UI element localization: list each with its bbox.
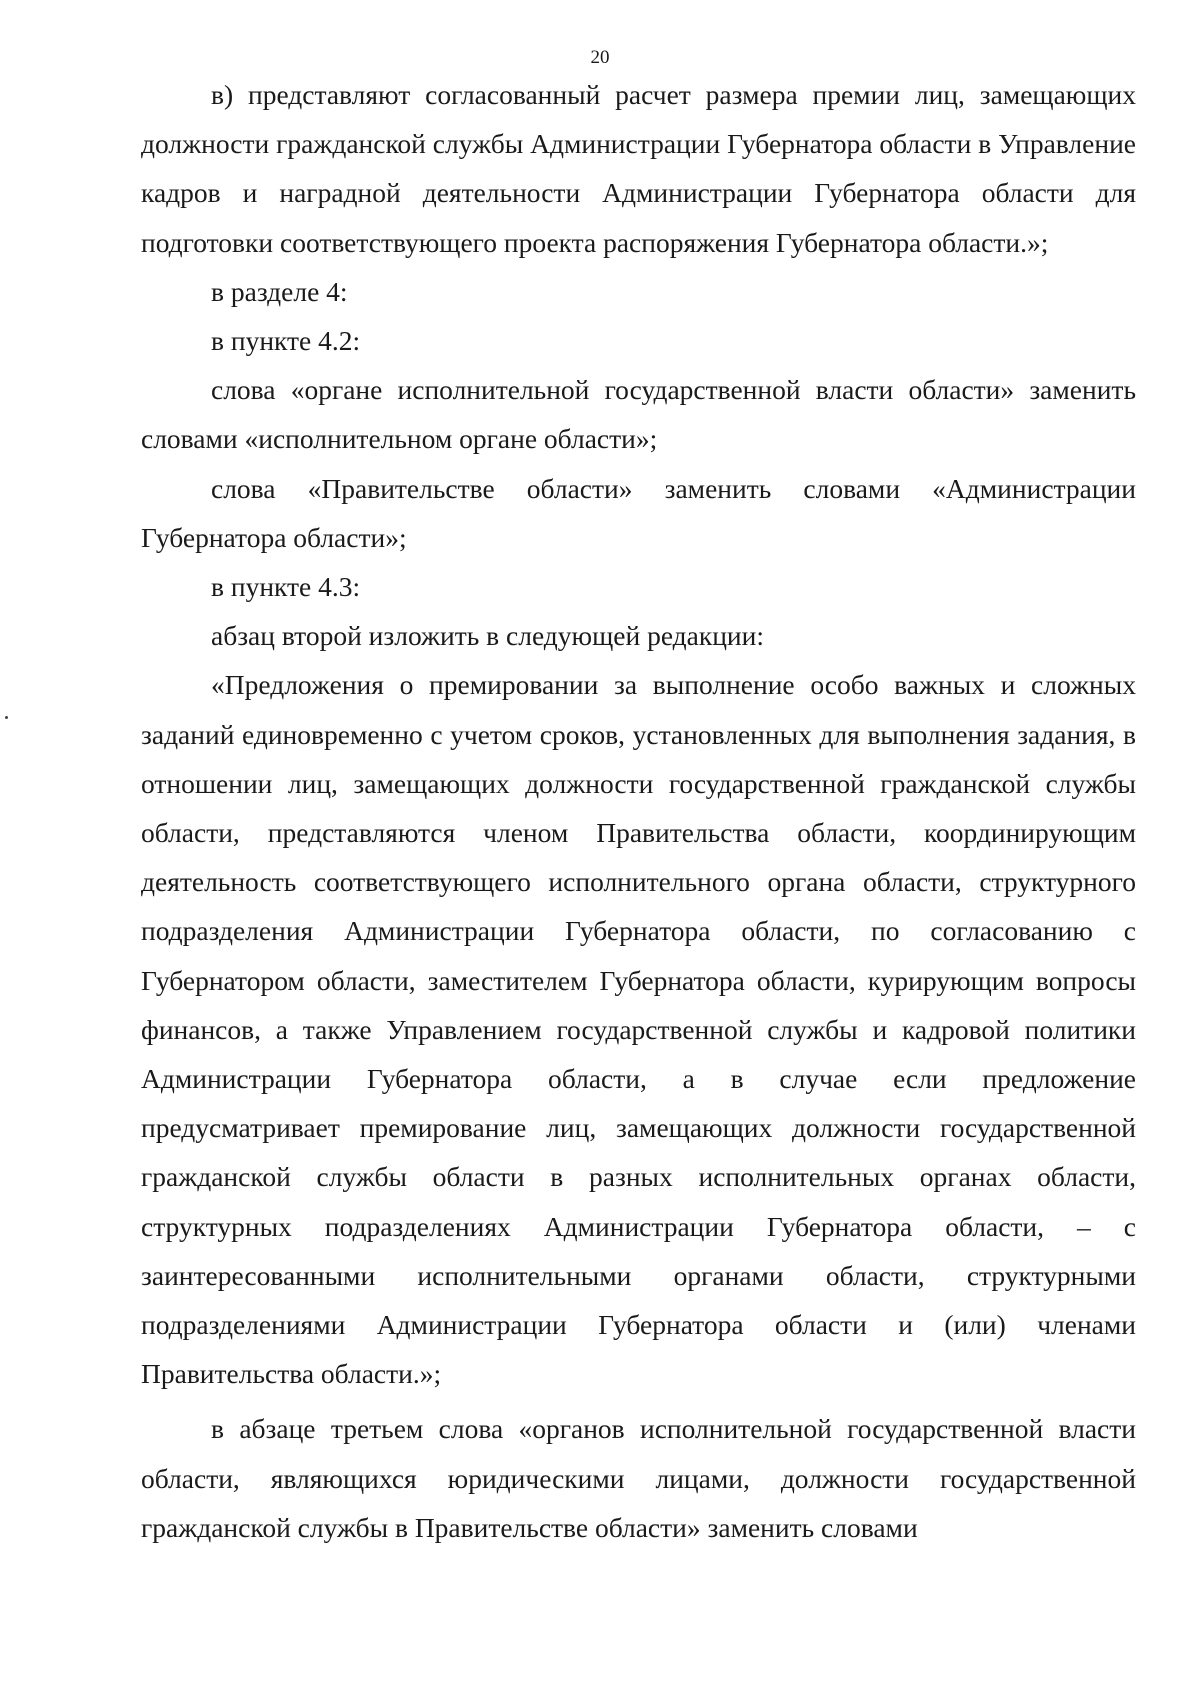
page-number: 20 <box>590 47 610 68</box>
paragraph-second-clause: абзац второй изложить в следующей редакции: <box>211 620 765 652</box>
document-body <box>141 70 1136 1552</box>
margin-mark <box>5 716 8 719</box>
paragraph-bonus-proposals: «Предложения о премировании за выполнение особо важных и сложных заданий единовременно с учетом сроков, установленных для выполнения задания, в отношении лиц, замещающих должности государственной гражданской службы области, представляются членом Правительства области, координирующим деятельность соответствующего исполнительного органа области, структурного подразделения Администрации Губернатора области, по согласованию с Губернатором области, заместителем Губернатора области, курирующим вопросы финансов, а также Управлением государственной службы и кадровой политики Администрации Губернатора области, а в случае если предложение предусматривает премирование лиц, замещающих должности государственной гражданской службы области в разных исполнительных органах области, структурных подразделениях Администрации Губернатора области, – с заинтересованными исполнительными органами области, структурными подразделениями Администрации Губернатора области и (или) членами Правительства области.»; <box>141 669 1136 1390</box>
paragraph-premium-calculation: в) представляют согласованный расчет размера премии лиц, замещающих должности гражданской службы Администрации Губернатора области в Управление кадров и наградной деятельности Администрации Губернатора области для подготовки соответствующего проекта распоряжения Губернатора области.»; <box>141 79 1136 258</box>
paragraph-third-clause: в абзаце третьем слова «органов исполнительной государственной власти области, являющихся юридическими лицами, должности государственной гражданской службы в Правительстве области» заменить словами <box>141 1413 1136 1543</box>
paragraph-section-4: в разделе 4: <box>211 275 348 307</box>
paragraph-replace-government-words: слова «Правительстве области» заменить словами «Администрации Губернатора области»; <box>141 472 1136 553</box>
paragraph-item-4-3: в пункте 4.3: <box>211 571 361 603</box>
paragraph-item-4-2: в пункте 4.2: <box>211 325 361 357</box>
paragraph-replace-organ-words: слова «органе исполнительной государственной власти области» заменить словами «исполнительном органе области»; <box>141 374 1136 455</box>
